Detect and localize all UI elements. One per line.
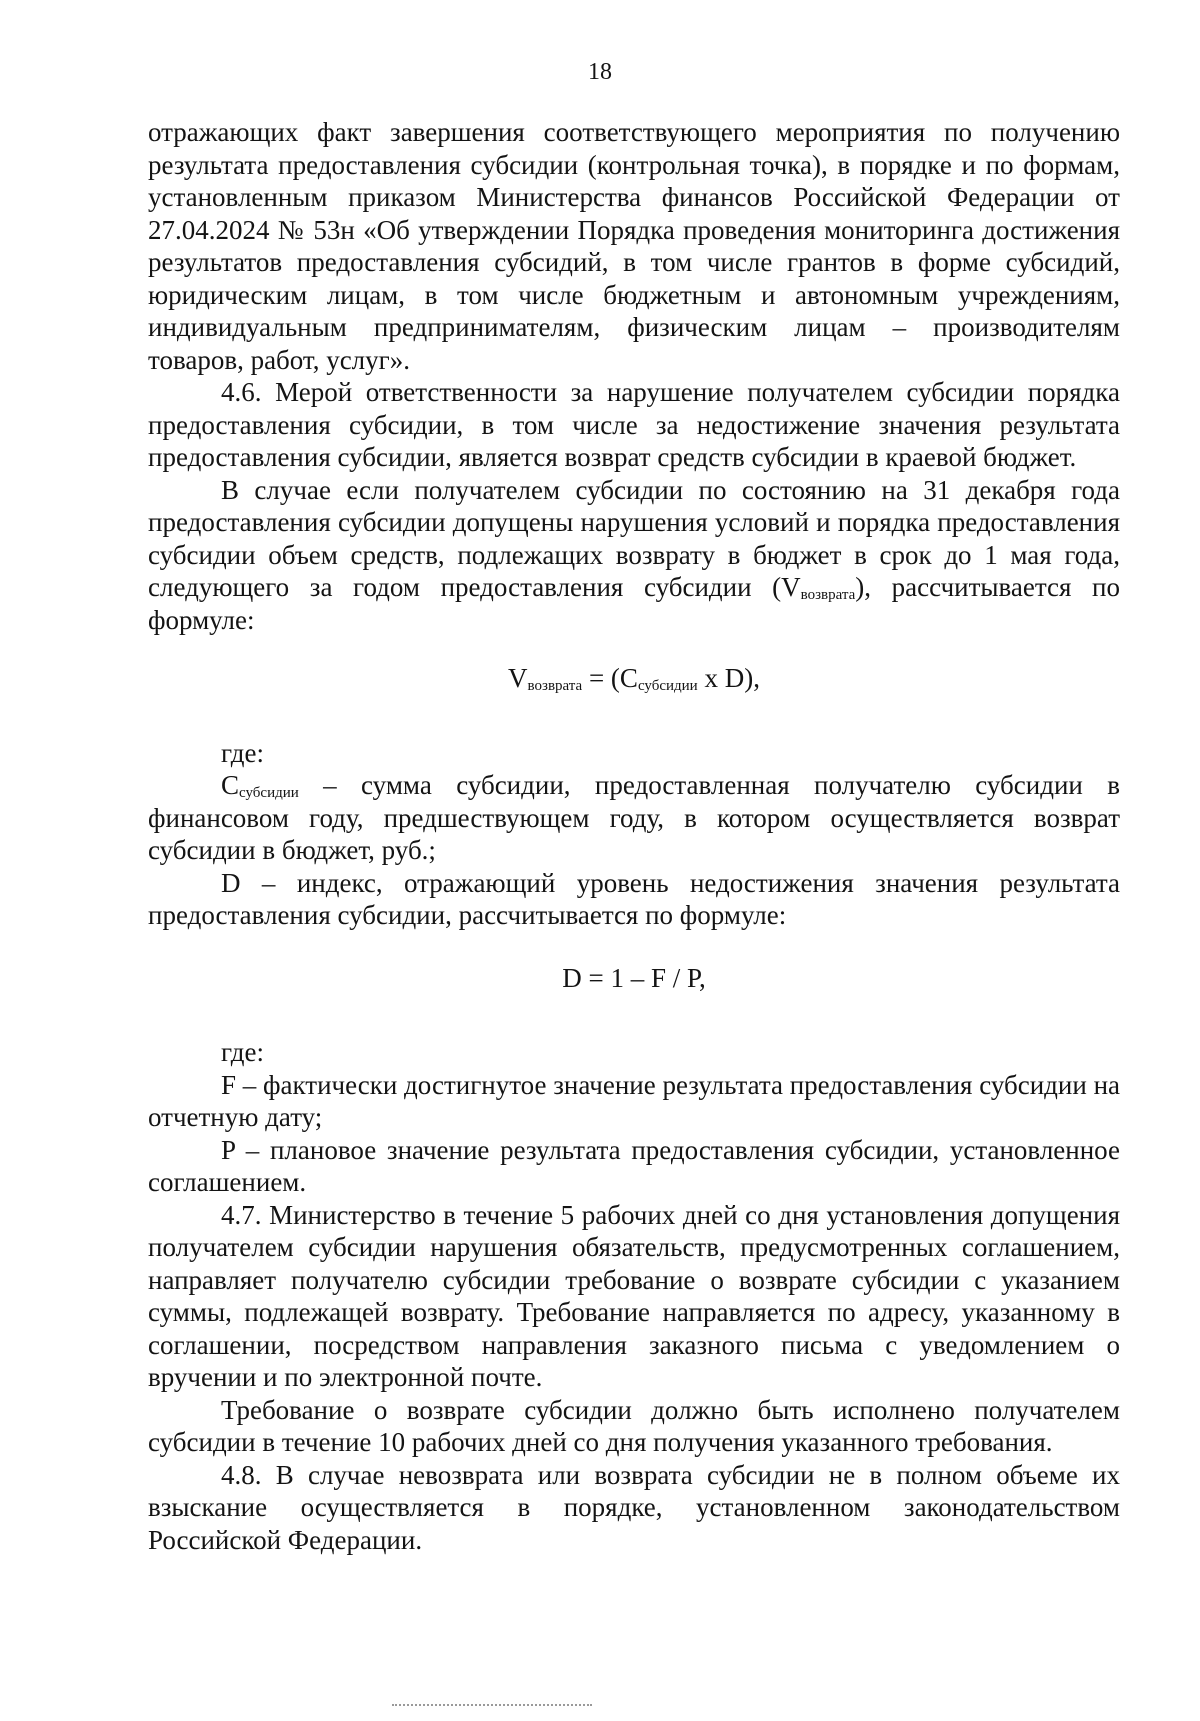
where-label-1: где:	[221, 737, 264, 768]
refund-case-text: В случае если получателем субсидии по состоянию на 31 декабря года предоставления субсидии допущены нарушения условий и порядка предоставления субсидии объем средств, подлежащих возврату в бюджет в срок до 1 мая года, следующего за годом предоставления субсидии (V	[148, 474, 1120, 602]
where-label-2: где:	[221, 1037, 264, 1067]
formula-v: V	[508, 663, 528, 693]
formula-v-subscript: возврата	[527, 678, 583, 694]
definition-d: D – индекс, отражающий уровень недостижения значения результата предоставления субсидии, рассчитывается по формуле:	[148, 867, 1120, 930]
formula-end: x D),	[697, 663, 760, 693]
paragraph-4-7: 4.7. Министерство в течение 5 рабочих дней со дня установления допущения получателем субсидии нарушения обязательств, предусмотренных соглашением, направляет получателю субсидии требование о возврате субсидии с указанием суммы, подлежащей возврату. Требование направляется по адресу, указанному в соглашении, посредством направления заказного письма с уведомлением о вручении и по электронной почте.	[148, 1199, 1120, 1392]
paragraph-refund-case	[148, 474, 1120, 637]
definition-c-symbol: C	[221, 770, 240, 800]
refund-case-end: ), рассчитывается по формуле:	[148, 572, 1120, 635]
paragraph-continuation: отражающих факт завершения соответствующего мероприятия по получению результата предоставления субсидии (контрольная точка), в порядке и по формам, установленным приказом Министерства финансов Российской Федерации от 27.04.2024 № 53н «Об утверждении Порядка проведения мониторинга достижения результатов предоставления субсидий, в том числе грантов в форме субсидий, юридическим лицам, в том числе бюджетным и автономным учреждениям, индивидуальным предпринимателям, физическим лицам – производителям товаров, работ, услуг».	[148, 117, 1120, 375]
definition-f: F – фактически достигнутое значение результата предоставления субсидии на отчетную дату;	[148, 1069, 1120, 1132]
refund-subscript: возврата	[800, 587, 856, 603]
definition-c	[148, 769, 1120, 867]
document-body	[148, 116, 1120, 1556]
paragraph-4-8: 4.8. В случае невозврата или возврата субсидии не в полном объеме их взыскание осуществляется в порядке, установленном законодательством Российской Федерации.	[148, 1459, 1120, 1555]
paragraph-4-7-requirement: Требование о возврате субсидии должно быть исполнено получателем субсидии в течение 10 рабочих дней со дня получения указанного требования.	[148, 1394, 1120, 1457]
definition-p: P – плановое значение результата предоставления субсидии, установленное соглашением.	[148, 1134, 1120, 1197]
page-number: 18	[588, 59, 612, 85]
formula-mid: = (C	[582, 663, 638, 693]
paragraph-4-6: 4.6. Мерой ответственности за нарушение получателем субсидии порядка предоставления субсидии, в том числе за недостижение значения результата предоставления субсидии, является возврат средств субсидии в краевой бюджет.	[148, 377, 1120, 472]
definition-c-subscript: субсидии	[239, 785, 299, 801]
bottom-scan-mark	[392, 1704, 592, 1709]
definition-c-text: – сумма субсидии, предоставленная получателю субсидии в финансовом году, предшествующем году, в котором осуществляется возврат субсидии в бюджет, руб.;	[148, 770, 1120, 865]
formula-c-subscript: субсидии	[637, 678, 698, 694]
formula-refund	[148, 662, 1120, 695]
formula-index: D = 1 – F / P,	[562, 962, 706, 993]
